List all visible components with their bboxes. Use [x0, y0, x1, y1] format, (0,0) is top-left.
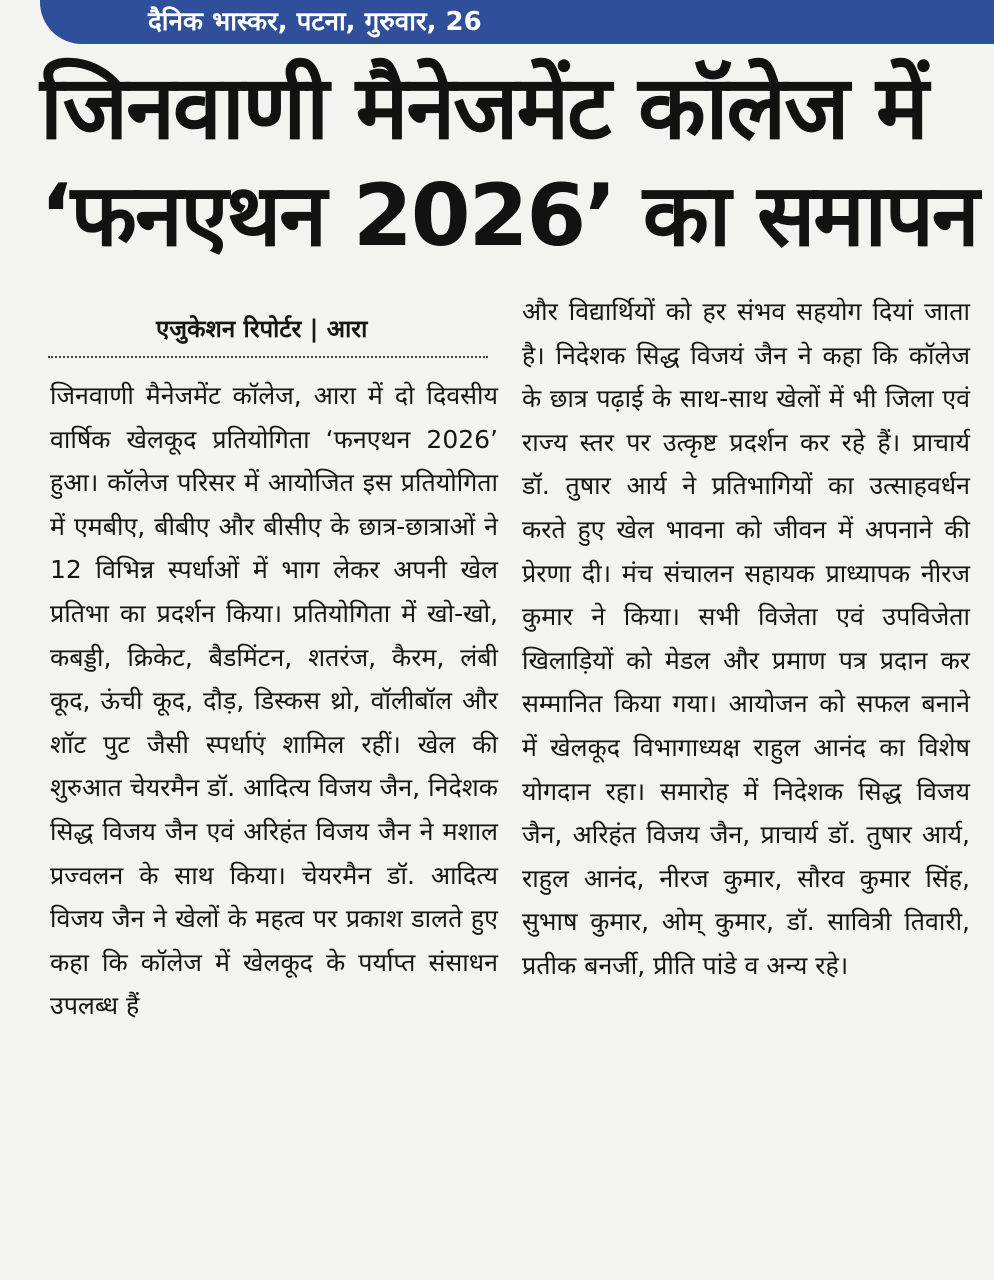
byline: एजुकेशन रिपोर्टर | आरा	[156, 315, 368, 343]
masthead-banner	[40, 0, 994, 44]
headline-line-2: ‘फनएथन 2026’ का समापन	[40, 166, 978, 266]
byline-divider	[48, 356, 488, 358]
masthead-text: दैनिक भास्कर, पटना, गुरुवार, 26	[148, 7, 482, 37]
article-column-right: और विद्यार्थियों को हर संभव सहयोग दियां जाता है। निदेशक सिद्ध विजयं जैन ने कहा कि कॉलेज के छात्र पढ़ाई के साथ-साथ खेलों में भी जिला एवं राज्य स्तर पर उत्कृष्ट प्रदर्शन कर रहे हैं। प्राचार्य डॉ. तुषार आर्य ने प्रतिभागियों का उत्साहवर्धन करते हुए खेल भावना को जीवन में अपनाने की प्रेरणा दी। मंच संचालन सहायक प्राध्यापक नीरज कुमार ने किया। सभी विजेता एवं उपविजेता खिलाड़ियों को मेडल और प्रमाण पत्र प्रदान कर सम्मानित किया गया। आयोजन को सफल बनाने में खेलकूद विभागाध्यक्ष राहुल आनंद का विशेष योगदान रहा। समारोह में निदेशक सिद्ध विजय जैन, अरिहंत विजय जैन, प्राचार्य डॉ. तुषार आर्य, राहुल आनंद, नीरज कुमार, सौरव कुमार सिंह, सुभाष कुमार, ओम् कुमार, डॉ. सावित्री तिवारी, प्रतीक बनर्जी, प्रीति पांडे व अन्य रहे।	[522, 297, 970, 980]
article-column-left: जिनवाणी मैनेजमेंट कॉलेज, आरा में दो दिवसीय वार्षिक खेलकूद प्रतियोगिता ‘फनएथन 2026’ हुआ। कॉलेज परिसर में आयोजित इस प्रतियोगिता में एमबीए, बीबीए और बीसीए के छात्र-छात्राओं ने 12 विभिन्न स्पर्धाओं में भाग लेकर अपनी खेल प्रतिभा का प्रदर्शन किया। प्रतियोगिता में खो-खो, कबड्डी, क्रिकेट, बैडमिंटन, शतरंज, कैरम, लंबी कूद, ऊंची कूद, दौड़, डिस्कस थ्रो, वॉलीबॉल और शॉट पुट जैसी स्पर्धाएं शामिल रहीं। खेल की शुरुआत चेयरमैन डॉ. आदित्य विजय जैन, निदेशक सिद्ध विजय जैन एवं अरिहंत विजय जैन ने मशाल प्रज्वलन के साथ किया। चेयरमैन डॉ. आदित्य विजय जैन ने खेलों के महत्व पर प्रकाश डालते हुए कहा कि कॉलेज में खेलकूद के पर्याप्त संसाधन उपलब्ध हैं	[50, 381, 498, 1021]
headline-line-1: जिनवाणी मैनेजमेंट कॉलेज में	[40, 56, 927, 159]
